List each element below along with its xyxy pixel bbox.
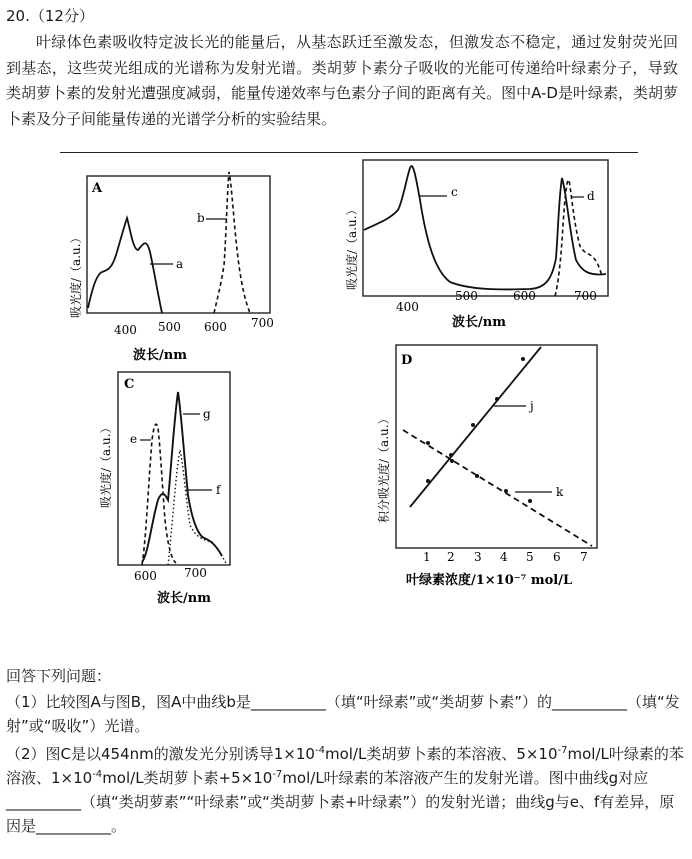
panel-D-label: D bbox=[401, 353, 413, 368]
q2-exponent: -7 bbox=[272, 769, 283, 780]
q2-text-d: mol/L类胡萝卜素+5×10 bbox=[102, 769, 273, 787]
k-point bbox=[504, 489, 508, 493]
panel-A-frame bbox=[87, 176, 270, 313]
line-j-label: j bbox=[530, 399, 534, 413]
question-2 bbox=[6, 742, 686, 838]
panel-D-tick-6: 6 bbox=[553, 550, 561, 564]
q2-exponent: -4 bbox=[92, 769, 103, 780]
q1-answer-blank-2[interactable]: __________ bbox=[551, 693, 627, 711]
panel-B-xlabel: 波长/nm bbox=[452, 315, 506, 330]
q2-answer-blank-1[interactable]: __________ bbox=[6, 793, 81, 811]
curve-e-label: e bbox=[130, 432, 138, 446]
curve-e bbox=[142, 424, 176, 565]
curve-d-label: d bbox=[587, 189, 595, 203]
line-j-points bbox=[426, 357, 525, 483]
q2-text-f: （填“类胡萝素”“叶绿素”或“类胡萝卜素+叶绿素”）的发射光谱；曲线g与e、f有差异，原因是 bbox=[6, 793, 675, 835]
k-point bbox=[426, 441, 430, 445]
question-1 bbox=[6, 690, 686, 738]
panel-D-tick-4: 4 bbox=[500, 550, 508, 564]
panel-D-tick-7: 7 bbox=[580, 550, 588, 564]
curve-f-label: f bbox=[216, 483, 221, 497]
q2-answer-blank-2[interactable]: __________ bbox=[36, 817, 112, 835]
line-j bbox=[410, 347, 541, 507]
panel-A-xlabel: 波长/nm bbox=[133, 348, 187, 363]
q1-text-a: （1）比较图A与图B，图A中曲线b是 bbox=[6, 693, 251, 711]
j-point bbox=[495, 397, 499, 401]
q2-text-c: mol/L叶绿素的苯溶液、1×10 bbox=[6, 745, 684, 787]
panel-A-tick-400: 400 bbox=[114, 323, 137, 337]
panel-C-tick-700: 700 bbox=[184, 566, 207, 580]
panel-A-tick-700: 700 bbox=[251, 316, 274, 330]
questions-prompt: 回答下列问题： bbox=[6, 667, 112, 685]
panel-D-tick-1: 1 bbox=[423, 550, 431, 564]
q1-text-c: （填“发射”或“吸收”）光谱。 bbox=[6, 693, 680, 735]
panel-D-frame bbox=[396, 345, 597, 548]
panel-B-ylabel: 吸光度/（a.u.） bbox=[345, 203, 359, 290]
panel-C-ylabel: 吸光度/（a.u.） bbox=[99, 421, 113, 508]
curve-a-label: a bbox=[176, 257, 184, 271]
q2-text-a: （2）图C是以454nm的激发光分别诱导1×10 bbox=[6, 745, 315, 763]
panel-D-tick-2: 2 bbox=[447, 550, 455, 564]
q1-answer-blank-1[interactable]: __________ bbox=[250, 693, 326, 711]
panel-C-frame bbox=[118, 372, 230, 565]
panel-D-tick-3: 3 bbox=[474, 550, 482, 564]
panel-D-tick-5: 5 bbox=[526, 550, 534, 564]
q2-text-b: mol/L类胡萝卜素的苯溶液、5×10 bbox=[324, 745, 558, 763]
panel-B-tick-600: 600 bbox=[513, 289, 536, 303]
curve-g-label: g bbox=[203, 407, 211, 421]
panel-A-tick-500: 500 bbox=[158, 320, 181, 334]
panel-C-tick-600: 600 bbox=[134, 569, 157, 583]
q2-text-g: 。 bbox=[111, 817, 127, 835]
panel-C-label: C bbox=[124, 377, 135, 392]
q2-exponent: -7 bbox=[557, 745, 568, 756]
curve-a bbox=[88, 218, 162, 313]
curve-b bbox=[214, 172, 250, 313]
questions-section bbox=[6, 664, 686, 838]
j-point bbox=[426, 479, 430, 483]
q1-text-b: （填“叶绿素”或“类胡萝卜素”）的 bbox=[325, 693, 552, 711]
panel-D-xlabel: 叶绿素浓度/1×10⁻⁷ mol/L bbox=[406, 573, 573, 588]
q2-exponent: -4 bbox=[314, 745, 325, 756]
curve-b-label: b bbox=[197, 211, 205, 225]
question-number: 20.（12分） bbox=[6, 7, 94, 25]
panel-A-ylabel: 吸光度/（a.u.） bbox=[69, 231, 83, 318]
panel-C-xlabel: 波长/nm bbox=[157, 591, 211, 606]
j-point bbox=[449, 453, 453, 457]
line-k-label: k bbox=[556, 485, 564, 499]
curve-c-label: c bbox=[451, 185, 458, 199]
panel-B-tick-700: 700 bbox=[574, 289, 597, 303]
panel-B-tick-400: 400 bbox=[396, 300, 419, 314]
j-point bbox=[471, 423, 475, 427]
j-point bbox=[521, 357, 525, 361]
panel-B-tick-500: 500 bbox=[455, 289, 478, 303]
k-point bbox=[528, 499, 532, 503]
panel-A-label: A bbox=[92, 181, 103, 196]
k-point bbox=[450, 459, 454, 463]
line-k-points bbox=[426, 441, 532, 503]
line-k bbox=[403, 430, 592, 546]
panel-B-frame bbox=[363, 160, 608, 296]
q2-text-e: mol/L叶绿素的苯溶液产生的发射光谱。图中曲线g对应 bbox=[282, 769, 649, 787]
intro-paragraph: 叶绿体色素吸收特定波长光的能量后，从基态跃迁至激发态，但激发态不稳定，通过发射荧光回到基态，这些荧光组成的光谱称为发射光谱。类胡萝卜素分子吸收的光能可传递给叶绿素分子，导致类胡萝卜素的发射光遭强度减弱，能量传递效率与色素分子间的距离有关。图中A-D是叶绿素，类胡萝卜素及分子间能量传递的光谱学分析的实验结果。 bbox=[6, 33, 678, 128]
panel-A-tick-600: 600 bbox=[204, 320, 227, 334]
k-point bbox=[475, 474, 479, 478]
panel-D-ylabel: 积分吸光度/（a.u.） bbox=[377, 412, 391, 523]
